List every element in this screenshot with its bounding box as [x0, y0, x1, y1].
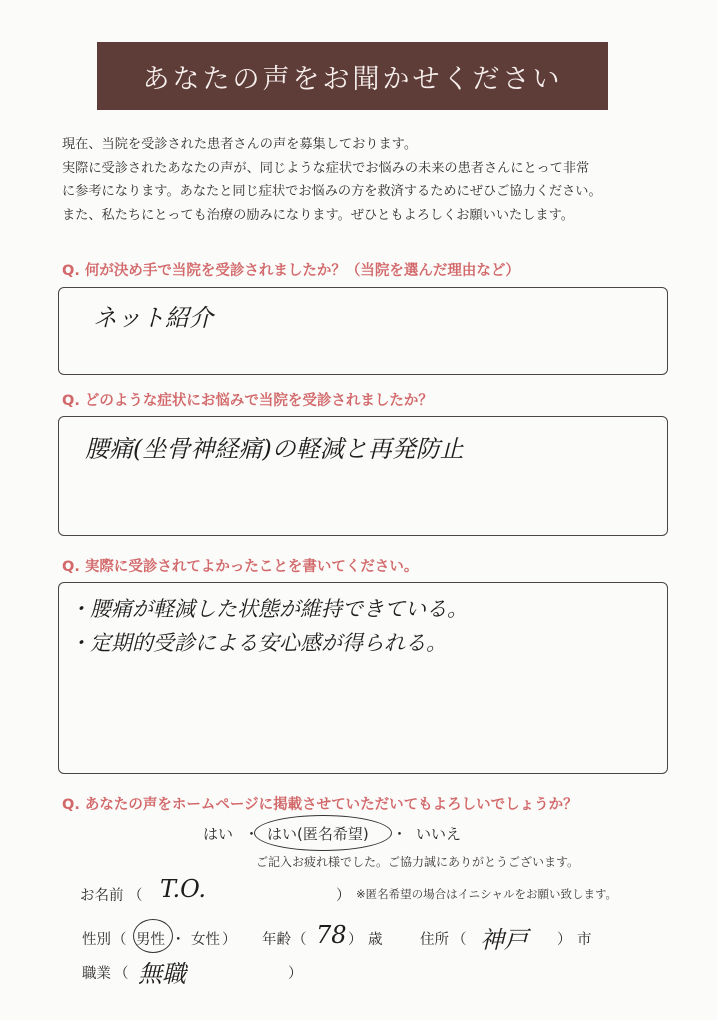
option-yes-anonymous[interactable]: はい(匿名希望): [267, 825, 369, 843]
gender-label: 性別: [82, 932, 111, 948]
intro-text: [62, 133, 672, 227]
intro-line: に参考になります。あなたと同じ症状でお悩みの方を救済するためにぜひご協力ください。: [62, 184, 602, 199]
occupation-value[interactable]: 無職: [138, 960, 186, 988]
answer-box-3[interactable]: [58, 582, 668, 774]
intro-line: また、私たちにとっても治療の励みになります。ぜひともよろしくお願いいたします。: [62, 207, 574, 223]
address-close-paren: ）: [557, 932, 572, 948]
answer-2-text: 腰痛(坐骨神経痛)の軽減と再発防止: [85, 435, 464, 463]
name-close-paren: ）: [336, 888, 351, 904]
name-note: ※匿名希望の場合はイニシャルをお願い致します。: [356, 887, 618, 901]
gender-separator: ・: [171, 932, 186, 948]
permission-question-label: Q. あなたの声をホームページに掲載させていただいてもよろしいでしょうか？: [62, 797, 578, 813]
name-label: お名前: [80, 888, 124, 904]
question-1-label: Q. 何が決め手で当院を受診されましたか？（当院を選んだ理由など）: [62, 263, 520, 279]
thanks-message: ご記入お疲れ様でした。ご協力誠にありがとうございます。: [256, 855, 580, 869]
gender-close-paren: ）: [222, 932, 237, 948]
option-separator: ・: [244, 825, 260, 843]
answer-box-1[interactable]: [58, 287, 668, 375]
option-no[interactable]: いいえ: [416, 825, 462, 843]
address-unit: 市: [577, 932, 592, 948]
occupation-label: 職業: [82, 966, 111, 982]
address-value[interactable]: 神戸: [480, 926, 528, 954]
page-title: あなたの声をお聞かせください: [142, 63, 563, 95]
question-3-label: Q. 実際に受診されてよかったことを書いてください。: [62, 559, 419, 575]
intro-line: 実際に受診されたあなたの声が、同じような症状でお悩みの未来の患者さんにとって非常: [62, 160, 590, 176]
answer-box-2[interactable]: [58, 416, 668, 536]
name-value[interactable]: T.O.: [160, 875, 207, 903]
answer-3-line-2: ・定期的受診による安心感が得られる。: [69, 631, 447, 655]
page-title-banner: [97, 42, 608, 110]
answer-3-line-1: ・腰痛が軽減した状態が維持できている。: [69, 597, 468, 621]
option-yes[interactable]: はい: [203, 825, 234, 843]
age-close-paren: ）: [348, 932, 363, 948]
gender-open-paren: （: [112, 932, 127, 948]
name-open-paren: （: [128, 888, 143, 904]
age-label: 年齢: [262, 932, 291, 948]
option-separator: ・: [392, 825, 408, 843]
gender-option-female[interactable]: 女性: [191, 932, 220, 948]
occupation-close-paren: ）: [288, 966, 303, 982]
answer-1-text: ネット紹介: [93, 304, 213, 332]
question-2-label: Q. どのような症状にお悩みで当院を受診されましたか？: [62, 393, 433, 409]
occupation-open-paren: （: [114, 966, 129, 982]
gender-option-male[interactable]: 男性: [136, 932, 165, 948]
address-open-paren: （: [452, 932, 467, 948]
age-open-paren: （: [292, 932, 307, 948]
intro-line: 現在、当院を受診された患者さんの声を募集しております。: [62, 137, 418, 152]
age-value[interactable]: 78: [316, 921, 347, 949]
age-unit: 歳: [368, 932, 383, 948]
address-label: 住所: [420, 932, 449, 948]
